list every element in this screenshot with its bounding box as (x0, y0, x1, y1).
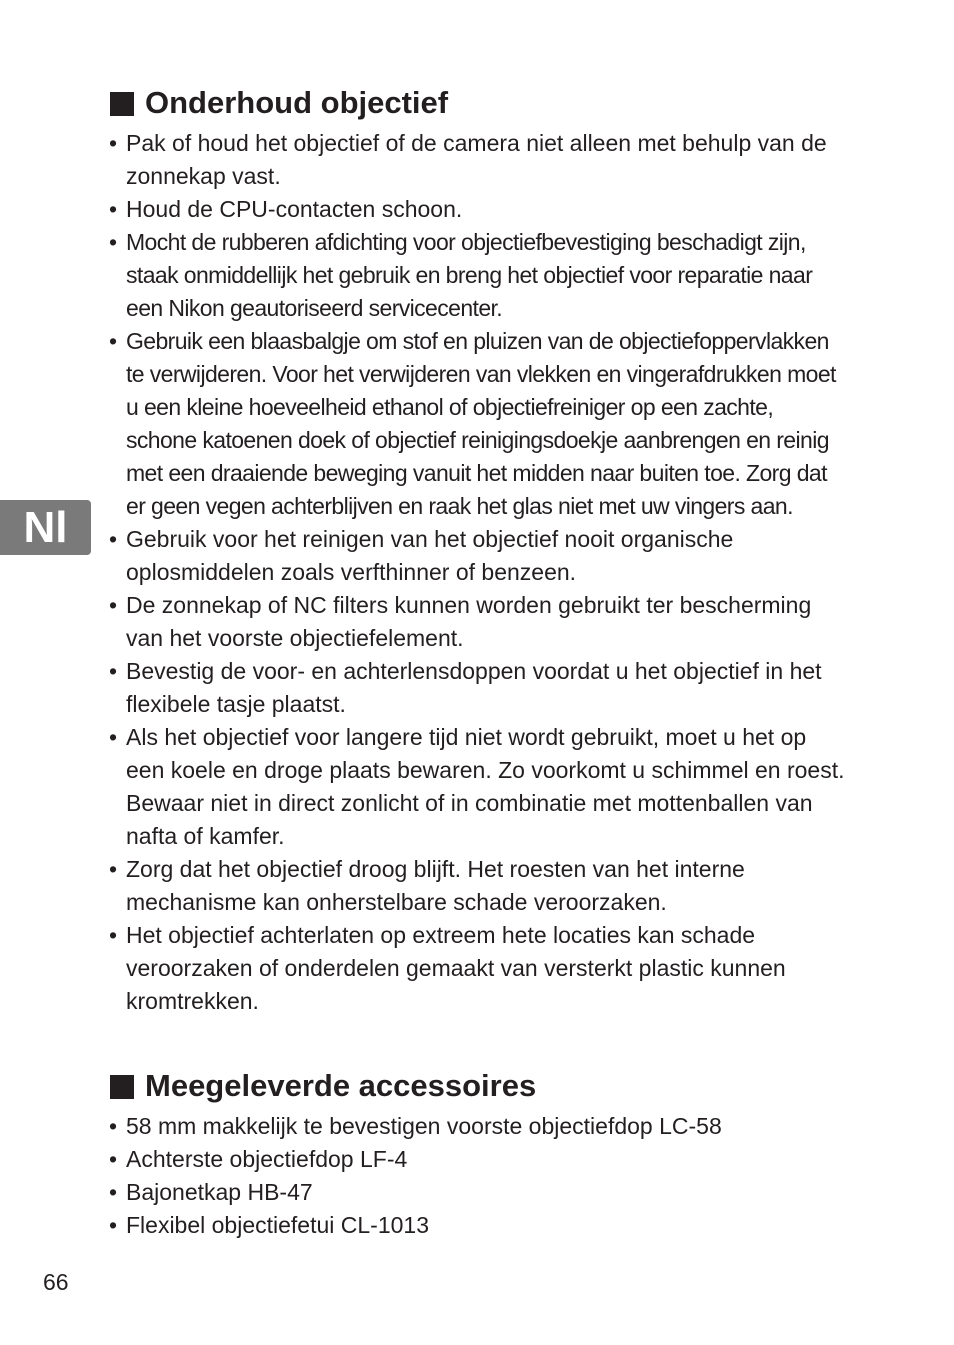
lens-care-list (126, 127, 848, 1018)
list-item: • Het objectief achterlaten op extreem hete locaties kan schade veroorzaken of onderdelen gemaakt van versterkt plastic kunnen kromtrekken. (126, 919, 848, 1018)
list-item: • Gebruik voor het reinigen van het objectief nooit organische oplosmiddelen zoals verfthinner of benzeen. (126, 523, 848, 589)
accessories-list (126, 1110, 848, 1242)
section-title-lens-care (110, 86, 448, 120)
page-number: 66 (43, 1269, 69, 1295)
section-title-accessories (110, 1069, 536, 1103)
section-square-icon (110, 92, 134, 116)
section-square-icon (110, 1075, 134, 1099)
list-item: • Gebruik een blaasbalgje om stof en pluizen van de objectiefoppervlakken te verwijderen. Voor het verwijderen van vlekken en vingerafdrukken moet u een kleine hoeveelheid ethanol of objectiefreiniger op een zachte, schone katoenen doek of objectief reinigingsdoekje aanbrengen en reinig met een draaiende beweging vanuit het midden naar buiten toe. Zorg dat er geen vegen achterblijven en raak het glas niet met uw vingers aan. (126, 325, 848, 523)
list-item: • Bajonetkap HB-47 (126, 1176, 848, 1209)
list-item: • Als het objectief voor langere tijd niet wordt gebruikt, moet u het op een koele en droge plaats bewaren. Zo voorkomt u schimmel en roest. Bewaar niet in direct zonlicht of in combinatie met mottenballen van nafta of kamfer. (126, 721, 848, 853)
list-item: • 58 mm makkelijk te bevestigen voorste objectiefdop LC-58 (126, 1110, 848, 1143)
language-tab: Nl (0, 500, 91, 555)
section-title-text: Meegeleverde accessoires (145, 1068, 537, 1103)
list-item: • Flexibel objectiefetui CL-1013 (126, 1209, 848, 1242)
list-item: • Achterste objectiefdop LF-4 (126, 1143, 848, 1176)
list-item: • De zonnekap of NC filters kunnen worden gebruikt ter bescherming van het voorste objectiefelement. (126, 589, 848, 655)
list-item: • Bevestig de voor- en achterlensdoppen voordat u het objectief in het flexibele tasje plaatst. (126, 655, 848, 721)
list-item: • Pak of houd het objectief of de camera niet alleen met behulp van de zonnekap vast. (126, 127, 848, 193)
list-item: • Mocht de rubberen afdichting voor objectiefbevestiging beschadigt zijn, staak onmiddellijk het gebruik en breng het objectief voor reparatie naar een Nikon geautoriseerd servicecenter. (126, 226, 848, 325)
list-item: • Houd de CPU-contacten schoon. (126, 193, 848, 226)
list-item: • Zorg dat het objectief droog blijft. Het roesten van het interne mechanisme kan onherstelbare schade veroorzaken. (126, 853, 848, 919)
section-title-text: Onderhoud objectief (145, 85, 449, 120)
